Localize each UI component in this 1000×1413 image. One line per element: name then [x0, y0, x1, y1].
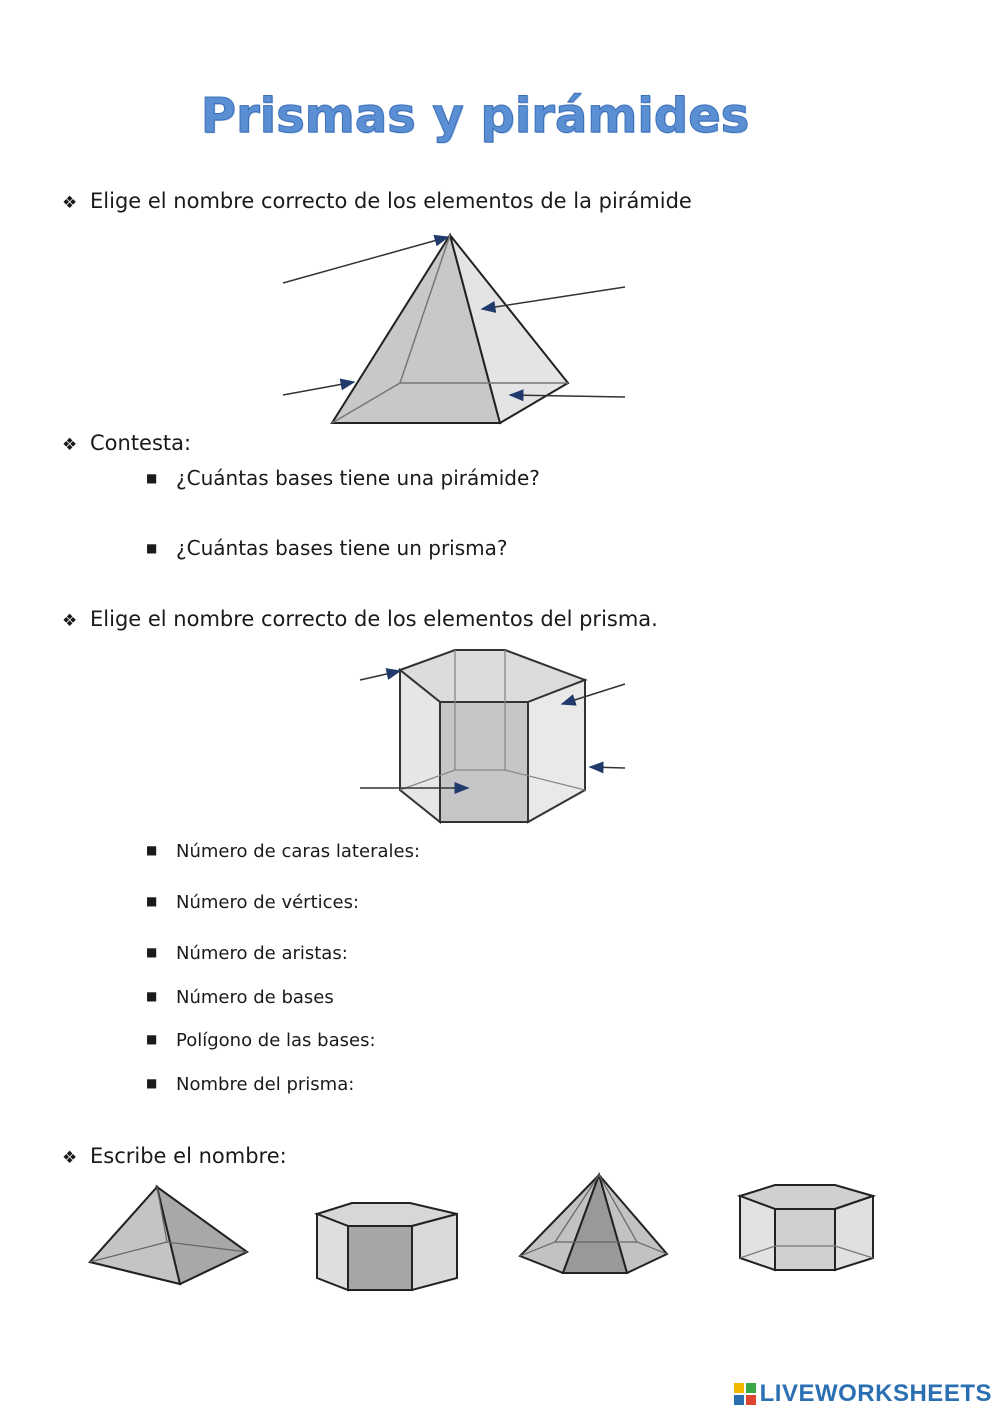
question-item: ■ ¿Cuántas bases tiene un prisma? [146, 536, 508, 560]
prism-question-item: ■ Número de caras laterales: [146, 838, 420, 864]
square-bullet-icon: ■ [146, 989, 158, 1003]
square-bullet-icon: ■ [146, 541, 158, 555]
prism-question-item: ■ Número de vértices: [146, 889, 359, 915]
prism-question-item: ■ Número de bases [146, 984, 334, 1010]
square-bullet-icon: ■ [146, 843, 158, 857]
prism-front-face [440, 702, 528, 822]
pyramid-diagram [270, 225, 640, 430]
square-bullet-icon: ■ [146, 471, 158, 485]
prism-right-face [528, 680, 585, 822]
arrow-vertex [360, 671, 400, 680]
square-bullet-icon: ■ [146, 945, 158, 959]
liveworksheets-logo-text: LIVEWORKSHEETS [759, 1380, 992, 1407]
arrow-face [482, 287, 625, 309]
page-title: Prismas y pirámides [200, 88, 750, 144]
liveworksheets-logo [734, 1379, 992, 1409]
liveworksheets-logo-icon [734, 1383, 756, 1405]
arrow-edge [283, 382, 354, 395]
instruction-pyramid: ❖ Elige el nombre correcto de los elementos de la pirámide [62, 188, 692, 216]
square-bullet-icon: ■ [146, 1076, 158, 1090]
square-bullet-icon: ■ [146, 894, 158, 908]
diamond-star-icon: ❖ [62, 435, 78, 455]
diamond-star-icon: ❖ [62, 611, 78, 631]
hexagonal-prism-figure [312, 1198, 462, 1298]
square-bullet-icon: ■ [146, 1032, 158, 1046]
hexagonal-prism-tall-figure [735, 1182, 880, 1277]
question-item: ■ ¿Cuántas bases tiene una pirámide? [146, 466, 540, 490]
instruction-answer: ❖ Contesta: [62, 430, 191, 458]
instruction-prism: ❖ Elige el nombre correcto de los elementos del prisma. [62, 606, 658, 634]
diamond-star-icon: ❖ [62, 1148, 78, 1168]
prism-question-item: ■ Nombre del prisma: [146, 1071, 354, 1097]
instruction-write-name: ❖ Escribe el nombre: [62, 1143, 287, 1171]
square-pyramid-figure [85, 1182, 255, 1292]
arrow-edge [590, 767, 625, 768]
diamond-star-icon: ❖ [62, 193, 78, 213]
prism-question-item: ■ Polígono de las bases: [146, 1027, 376, 1053]
prism-question-item: ■ Número de aristas: [146, 940, 348, 966]
hexagonal-pyramid-figure [515, 1170, 675, 1280]
prism-diagram [350, 640, 640, 830]
